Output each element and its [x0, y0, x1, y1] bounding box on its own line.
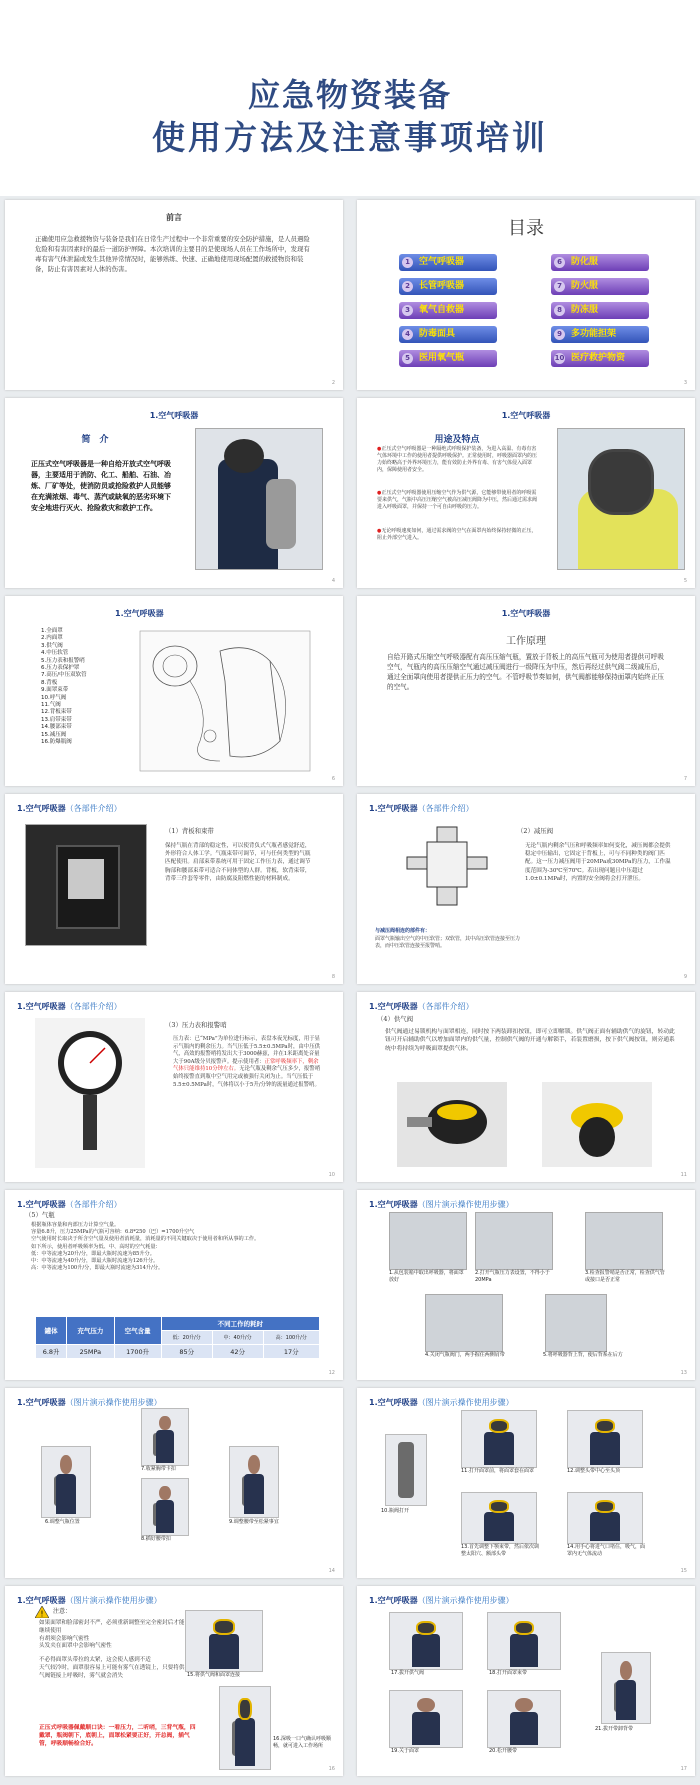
- step-caption: 16.深吸一口气确认呼吸顺畅，就可进入工作场所: [273, 1736, 331, 1749]
- apparatus-line-drawing: [130, 621, 320, 781]
- slide-number: 7: [683, 776, 687, 782]
- step-photo: [385, 1434, 427, 1506]
- step-caption: 1.从包装箱中取出呼吸器，将面罩放好: [389, 1270, 464, 1283]
- slide-supply-valve[interactable]: [357, 992, 695, 1182]
- slide-number: 4: [331, 578, 335, 584]
- backplate-photo: [25, 824, 147, 946]
- slide-number: 15: [680, 1568, 687, 1574]
- slide-number: 16: [328, 1766, 335, 1772]
- slide-title: 1.空气呼吸器: [501, 609, 551, 618]
- step-caption: 5.将呼吸器背上背，使后背系在后方: [543, 1352, 623, 1358]
- note-text: 面罩气瓶输出空气的中压软管；双软管，其中高压软管连接至压力表，而中压软管连接至报警哨。: [375, 936, 521, 949]
- slide-number: 12: [328, 1370, 335, 1376]
- step-caption: 18.打开面罩束带: [489, 1670, 527, 1676]
- section-text: 保持气瓶在背部的稳定性，可以使背负式气瓶者感觉舒适，外形符合人体工学。气瓶束带可调节，可与任何类型的气瓶匹配使用。肩部束带系统可用于固定工作压力表，通过调节胸部和腰部束带可适合不同体型的人群。背板，软背束带，背带三件套等零件，由防腐及阻燃性能的材料制成。: [165, 843, 311, 882]
- slide-title: 1.空气呼吸器: [149, 411, 199, 420]
- section-heading: （4）供气阀: [377, 1015, 414, 1023]
- toc-item[interactable]: 8 防冻服: [551, 302, 649, 319]
- slide-subtitle: 简 介: [81, 435, 109, 445]
- svg-text:!: !: [40, 1609, 44, 1618]
- step-photo: [425, 1294, 503, 1352]
- step-photo: [219, 1686, 271, 1770]
- slide-steps-2[interactable]: [5, 1388, 343, 1578]
- step-caption: 7.收紧胸带卡扣: [141, 1466, 176, 1472]
- step-caption: 21.拔开带卸背带: [595, 1726, 633, 1732]
- toc-item[interactable]: 4 防毒面具: [399, 326, 497, 343]
- title-line-2: 使用方法及注意事项培训: [152, 118, 548, 157]
- section-heading: （2）减压阀: [517, 827, 554, 835]
- title-banner: [0, 0, 700, 196]
- toc-item[interactable]: 9 多功能担架: [551, 326, 649, 343]
- slide-number: 6: [331, 776, 335, 782]
- firefighter-photo: [195, 428, 323, 570]
- feature-bullet: ●正压式空气呼吸器是一种隔绝式呼吸保护装备，为进入高温、有毒有害气体环境中工作的使用者提供呼吸保护。正常使用时，呼吸器面罩内的压力始终略高于外界环境压力，能有效防止外界有毒、有害气体侵入面罩内，保障使用者安全。: [377, 446, 538, 473]
- toc-item[interactable]: 5 医用氧气瓶: [399, 350, 497, 367]
- toc-item[interactable]: 3 氧气自救器: [399, 302, 497, 319]
- step-caption: 6.调整气瓶位置: [45, 1519, 80, 1525]
- note-title: 与减压阀相连的部件有：: [375, 928, 431, 934]
- slide-title: 1.空气呼吸器（各部件介绍）: [369, 1002, 474, 1011]
- slide-title: 1.空气呼吸器（图片演示操作使用步骤）: [369, 1596, 514, 1605]
- pressure-reducer-drawing: [397, 822, 497, 912]
- step-caption: 12.调整头带中心至头顶: [567, 1468, 620, 1474]
- slide-title: 前言: [166, 213, 182, 222]
- slide-number: 9: [683, 974, 687, 980]
- step-photo: [461, 1492, 537, 1544]
- step-photo: [389, 1612, 463, 1670]
- slide-principle[interactable]: [357, 596, 695, 786]
- slide-steps-1[interactable]: [357, 1190, 695, 1380]
- section-heading: （5）气瓶: [25, 1211, 55, 1219]
- red-rhyme: 正压式呼吸器佩戴顺口诀：一看压力，二听哨，三背气瓶，四戴罩，瓶阀朝下，底朝上，面罩松紧要正好，开总阀，插气管，呼吸顺畅检合好。: [39, 1725, 196, 1747]
- note-label: 注意：: [53, 1608, 72, 1615]
- pressure-gauge-photo: [35, 1018, 145, 1168]
- step-photo: [585, 1212, 663, 1270]
- step-photo: [41, 1446, 91, 1518]
- slide-title: 目录: [508, 218, 544, 239]
- slide-subtitle: 工作原理: [506, 636, 546, 647]
- step-caption: 4.关闭气瓶阀门，两手握住两侧肩带: [425, 1352, 505, 1358]
- warning-icon: [35, 1606, 49, 1618]
- feature-bullet: ●正压式空气呼吸器使用压缩空气作为供气源，它能够带使用者的呼吸需要来供气，气瓶中高压压缩空气被高压减压阀降为中压，然后通过需求阀进入呼吸面罩，并保持一个可自由呼吸的压力。: [377, 490, 538, 510]
- step-photo: [475, 1212, 553, 1270]
- section-text: 根据瓶体容量和内部压力计算空气量。 容量6.8升，压力25MPa的气瓶可容纳：6.8*250（巴）=1700升空气 空气使用时长取决于所含空气量及使用者消耗量，消耗量的不同关键取决于使用者和所从事的工作。 如下所示，使用者呼吸频率为低、中、高时的空气耗量： 低：中等流速为20升/分，即最大瓶时流速为85升分。 中：中等流速为40升/分，即最大瓶时流速为126升分。 高：中等流速为100升/分，即最大瓶时流速为314升/分。: [31, 1222, 260, 1272]
- slide-subtitle: 用途及特点: [434, 435, 480, 445]
- table-row: 6.8升 25MPa 1700升 85分 42分 17分: [36, 1345, 320, 1359]
- step-photo: [487, 1612, 561, 1670]
- section-heading: （3）压力表和报警哨: [165, 1021, 227, 1029]
- slide-title: 1.空气呼吸器（图片演示操作使用步骤）: [17, 1398, 162, 1407]
- slide-contents[interactable]: [357, 200, 695, 390]
- toc-item[interactable]: 10 医疗救护物资: [551, 350, 649, 367]
- slide-steps-5[interactable]: [357, 1586, 695, 1776]
- toc-item[interactable]: 7 防火服: [551, 278, 649, 295]
- slide-steps-4[interactable]: [5, 1586, 343, 1776]
- slide-number: 13: [680, 1370, 687, 1376]
- step-photo: [487, 1690, 561, 1748]
- supply-valve-photo-1: [397, 1082, 507, 1167]
- step-photo: [461, 1410, 537, 1468]
- step-photo: [567, 1492, 643, 1544]
- step-caption: 15.将供气阀和面罩连接: [187, 1672, 240, 1678]
- step-caption: 13.首先调整下颚束带，然后依次调整太阳穴、额部头带: [461, 1544, 539, 1557]
- slide-intro[interactable]: [5, 398, 343, 588]
- notes: 如果面罩和脸部密封不严，必须重新调整至完全密封后才能继续使用 有胡须会影响气密性 头发夹在面罩中会影响气密性 不必得面罩头带拉的太紧，这会使人感到不适 天气较冷时，面罩很容易上可能有雾气在透镜上，只要将供气阀链接上呼吸时，雾气就会消失: [39, 1620, 185, 1679]
- step-caption: 20.松开腰带: [489, 1748, 517, 1754]
- step-photo: [185, 1610, 263, 1672]
- slide-number: 2: [331, 380, 335, 386]
- feature-bullet: ●无论呼吸速度如何，通过需求阀的空气在面罩内始终保持轻微的正压，阻止外部空气进入。: [377, 528, 537, 541]
- parts-list: 1.全面罩 2.内面罩 3.供气阀 4.中压软管 5.压力表和报警哨 6.压力表保护罩 7.高压/中压双软管 8.背板 9.面罩束带 10.呼气阀 11.气阀 12.背板束带 13.肩带束带 14.腰部束带 15.减压阀 16.防爆瓶阀: [41, 628, 87, 746]
- slide-number: 14: [328, 1568, 335, 1574]
- slide-title: 1.空气呼吸器（各部件介绍）: [17, 804, 122, 813]
- slide-title: 1.空气呼吸器（图片演示操作使用步骤）: [369, 1398, 514, 1407]
- preface-text: 正确使用应急救援物资与装备是我们在日常生产过程中一个非常重要的安全防护措施，是人员遇险危险和有害因素时的最后一道防护屏障。本次培训的主要目的是使现场人员在工作场所中，发现有毒有害气体泄漏或发生其他异常情况时，能够熟练、快速、正确地使用现场配置的救援物资和装备，防止有害因素对人体的伤害。: [35, 235, 310, 273]
- toc-item[interactable]: 2 长管呼吸器: [399, 278, 497, 295]
- slide-title: 1.空气呼吸器（各部件介绍）: [17, 1002, 122, 1011]
- slide-title: 1.空气呼吸器: [115, 609, 164, 618]
- slide-number: 10: [328, 1172, 335, 1178]
- step-photo: [229, 1446, 279, 1518]
- step-photo: [389, 1690, 463, 1748]
- toc-item[interactable]: 6 防化服: [551, 254, 649, 271]
- step-caption: 2.打开气瓶压力表设置，不得小于20MPa: [475, 1270, 550, 1283]
- slide-title: 1.空气呼吸器（各部件介绍）: [17, 1200, 122, 1209]
- step-caption: 8.插好腰带扣: [141, 1536, 171, 1542]
- step-photo: [141, 1408, 189, 1466]
- step-photo: [389, 1212, 467, 1270]
- step-caption: 17.拔开供气阀: [391, 1670, 424, 1676]
- step-caption: 11.打开面罩前，将面罩套在面罩: [461, 1468, 534, 1474]
- toc-item[interactable]: 1 空气呼吸器: [399, 254, 497, 271]
- slide-number: 17: [680, 1766, 687, 1772]
- step-photo: [545, 1294, 607, 1352]
- slide-cylinder[interactable]: [5, 1190, 343, 1380]
- slide-title: 1.空气呼吸器（图片演示操作使用步骤）: [369, 1200, 514, 1209]
- slide-preface[interactable]: [5, 200, 343, 390]
- section-heading: （1）背板和束带: [165, 827, 214, 835]
- slide-pressure-reducer[interactable]: [357, 794, 695, 984]
- slide-number: 5: [683, 578, 687, 584]
- consumption-table: 罐体 充气压力 空气含量 不同工作的耗时 低：20升/分 中：40升/分 高：100升/分 6.8升 25MPa 1700升 85分 42分 17分: [35, 1316, 320, 1359]
- supply-valve-photo-2: [542, 1082, 652, 1167]
- intro-text: 正压式空气呼吸器是一种自给开放式空气呼吸器，主要适用于消防、化工、船舶、石油、冶炼、厂矿等处，使消防员或抢险救护人员能够在充满浓烟、毒气、蒸汽或缺氧的恶劣环境下安全地进行灭火、抢险救灾和救护工作。: [31, 459, 171, 512]
- slide-diagram[interactable]: [5, 596, 343, 786]
- section-text: 压力表：已“MPa”为单位进行标示，表盘本夜光标度，用于显示气瓶内的剩余压力。当气压低于5.5±0.5MPa时，由中压供气，高效的报警哨将发出大于3000赫兹，并在1米距离处音量大于90A级分贝报警声。提示使用者：正常呼吸频率下，剩余气体只能维持10分钟左右。无论气瓶及剩余气压多少，报警哨始终报警直到瓶中空气用完或被强行关闭为止。当气压低于5.5±0.5MPa时，气体将以小于5升/分钟的流量通过报警哨。: [173, 1036, 321, 1088]
- step-caption: 10.瓶阀打开: [381, 1508, 409, 1514]
- slide-backplate[interactable]: [5, 794, 343, 984]
- step-caption: 3.检查报警哨是否正常，检查供气管或接口是否正常: [585, 1270, 665, 1283]
- step-caption: 14.用手心将进气口堵住，吸气，面罩内无气体流动: [567, 1544, 645, 1557]
- slide-steps-3[interactable]: [357, 1388, 695, 1578]
- slide-features[interactable]: [357, 398, 695, 588]
- section-text: 供气阀通过易锁机构与面罩相连，同时按下两装卸扣按钮，即可立即解锁。供气阀正面有辅助供气的旋钮，转动此钮可开启辅助供气以增加面罩内的供气量，控制供气阀的开通与解锁手，若装置磨损，按下供气阀按钮，则旁通系统中将持续为呼吸面罩提供气体。: [385, 1029, 675, 1052]
- step-photo: [601, 1652, 651, 1724]
- step-photo: [567, 1410, 643, 1468]
- slide-title: 1.空气呼吸器: [501, 411, 551, 420]
- section-text: 无论气瓶内剩余气压和呼吸频率如何变化，减压阀都会提供稳定中压输出，它固定于背板上，可与不同种类的阀门匹配。这一压力减压阀用于20MPa或30MPa的压力，工作温度范围为-30℃至70℃。若出现问题且中压超过1.0±0.1MPa时，内置的安全阀将会打开泄压。: [525, 843, 671, 882]
- mask-wearer-photo: [557, 428, 685, 570]
- step-caption: 9.调整腰带至松紧事宜: [229, 1519, 279, 1525]
- slide-number: 8: [331, 974, 335, 980]
- step-caption: 19.关于面罩: [391, 1748, 419, 1754]
- title-line-1: 应急物资装备: [247, 76, 452, 114]
- slide-number: 11: [680, 1172, 687, 1178]
- principle-text: 自给开路式压缩空气呼吸器配有高压压缩气瓶，置放于背板上的高压气瓶可为使用者提供可呼吸空气，气瓶内的高压压缩空气通过减压阀进行一级降压为中压，然后再经过供气阀二级减压后，通过全面罩向使用者提供正压力的空气。不管呼吸节奏如何，供气阀都能够保持面罩内始终正压的空气。: [387, 653, 664, 691]
- slide-number: 3: [683, 380, 687, 386]
- step-photo: [141, 1478, 189, 1536]
- slide-title: 1.空气呼吸器（各部件介绍）: [369, 804, 474, 813]
- slide-gauge[interactable]: [5, 992, 343, 1182]
- slide-title: 1.空气呼吸器（图片演示操作使用步骤）: [17, 1596, 162, 1605]
